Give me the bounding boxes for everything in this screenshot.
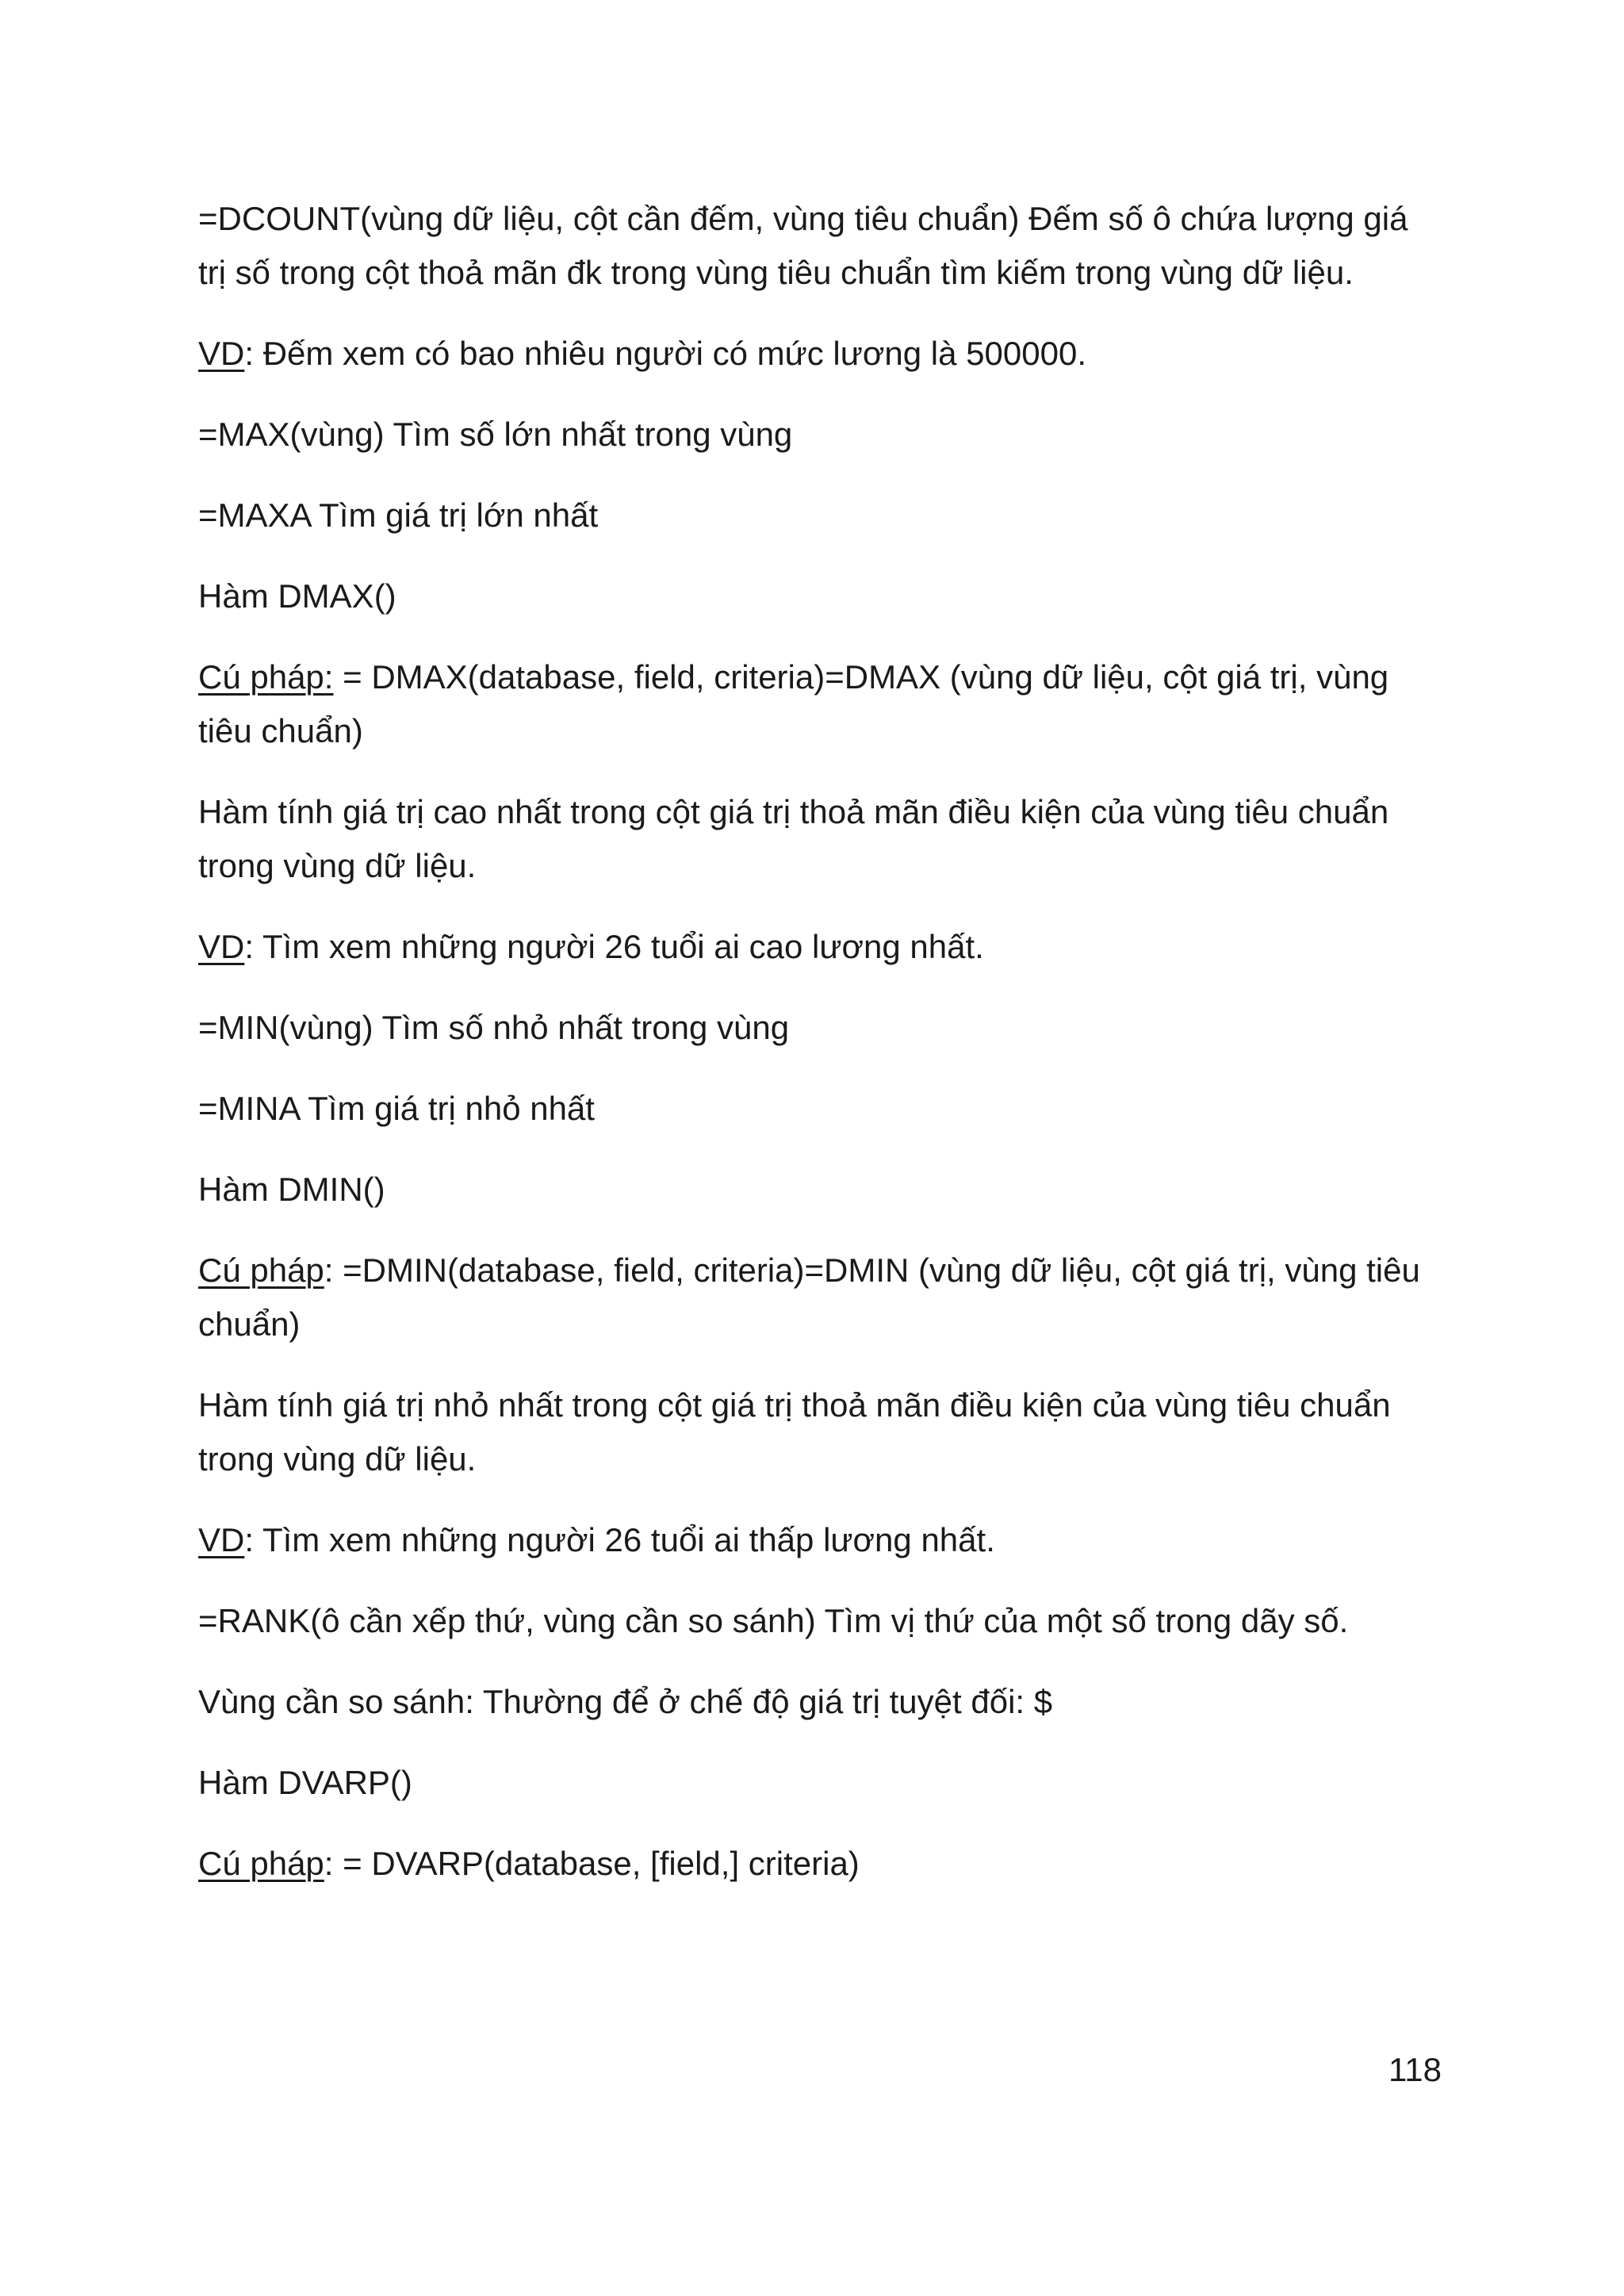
paragraph-syntax-dvarp: [198, 1837, 1435, 1891]
paragraph-text: = DMAX(database, field, criteria)=DMAX (vùng dữ liệu, cột giá trị, vùng tiêu chuẩn): [198, 658, 1389, 749]
paragraph-text: Hàm DVARP(): [198, 1764, 412, 1801]
paragraph-syntax-dmin: [198, 1244, 1435, 1351]
paragraph-text: Vùng cần so sánh: Thường để ở chế độ giá trị tuyệt đối: $: [198, 1683, 1053, 1720]
paragraph-dmax-description: [198, 785, 1435, 893]
paragraph-text: =MIN(vùng) Tìm số nhỏ nhất trong vùng: [198, 1009, 790, 1046]
paragraph-max: [198, 408, 1435, 462]
paragraph-text: =MAX(vùng) Tìm số lớn nhất trong vùng: [198, 416, 793, 453]
paragraph-text: =RANK(ô cần xếp thứ, vùng cần so sánh) Tìm vị thứ của một số trong dãy số.: [198, 1602, 1349, 1639]
paragraph-text: =MINA Tìm giá trị nhỏ nhất: [198, 1090, 595, 1127]
paragraph-example-dcount: [198, 327, 1435, 381]
example-label: VD: [198, 1521, 245, 1558]
paragraph-text: Hàm tính giá trị nhỏ nhất trong cột giá trị thoả mãn điều kiện của vùng tiêu chuẩn trong vùng dữ liệu.: [198, 1386, 1391, 1478]
paragraph-text: : Tìm xem những người 26 tuổi ai thấp lương nhất.: [244, 1521, 995, 1558]
example-label: VD: [198, 335, 245, 372]
paragraph-maxa: [198, 489, 1435, 542]
example-label: VD: [198, 928, 245, 965]
syntax-label: Cú pháp: [198, 1251, 324, 1289]
heading-dmax: [198, 569, 1435, 623]
heading-dvarp: [198, 1756, 1435, 1810]
syntax-label: Cú pháp:: [198, 658, 334, 696]
paragraph-text: Hàm DMAX(): [198, 577, 396, 615]
paragraph-dmin-description: [198, 1378, 1435, 1486]
paragraph-text: : = DVARP(database, [field,] criteria): [324, 1845, 860, 1882]
paragraph-dcount: [198, 192, 1435, 300]
paragraph-text: =DCOUNT(vùng dữ liệu, cột cần đếm, vùng tiêu chuẩn) Đếm số ô chứa lượng giá trị số trong cột thoả mãn đk trong vùng tiêu chuẩn tìm kiếm trong vùng dữ liệu.: [198, 200, 1408, 291]
paragraph-example-dmax: [198, 920, 1435, 974]
paragraph-text: =MAXA Tìm giá trị lớn nhất: [198, 496, 599, 534]
heading-dmin: [198, 1163, 1435, 1217]
paragraph-text: Hàm DMIN(): [198, 1171, 385, 1208]
page-number: 118: [1388, 2051, 1442, 2088]
paragraph-rank-note: [198, 1675, 1435, 1729]
paragraph-text: : Đếm xem có bao nhiêu người có mức lương là 500000.: [244, 335, 1086, 372]
paragraph-syntax-dmax: [198, 650, 1435, 758]
paragraph-text: Hàm tính giá trị cao nhất trong cột giá trị thoả mãn điều kiện của vùng tiêu chuẩn trong vùng dữ liệu.: [198, 793, 1389, 884]
syntax-label: Cú pháp: [198, 1845, 324, 1882]
page-content: [198, 192, 1435, 1918]
paragraph-text: : Tìm xem những người 26 tuổi ai cao lương nhất.: [244, 928, 984, 965]
paragraph-rank: [198, 1594, 1435, 1648]
paragraph-mina: [198, 1082, 1435, 1136]
paragraph-example-dmin: [198, 1513, 1435, 1567]
paragraph-text: : =DMIN(database, field, criteria)=DMIN (vùng dữ liệu, cột giá trị, vùng tiêu chuẩn): [198, 1251, 1420, 1343]
paragraph-min: [198, 1001, 1435, 1055]
